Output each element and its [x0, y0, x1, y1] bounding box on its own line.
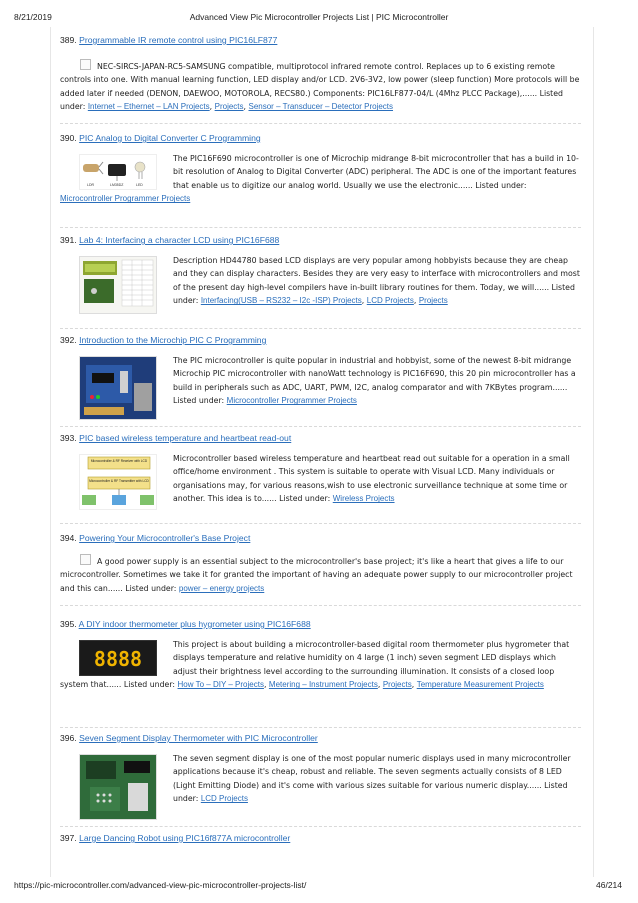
category-link[interactable]: Microcontroller Programmer Projects — [226, 396, 357, 406]
component-thumbnail — [79, 154, 157, 190]
display-digits: 8888 — [93, 647, 143, 671]
category-link[interactable]: Sensor – Transducer – Detector Projects — [248, 102, 394, 112]
item-number: 393. — [60, 433, 77, 443]
list-item — [60, 334, 581, 422]
item-number: 390. — [60, 133, 77, 143]
category-link[interactable]: Wireless Projects — [332, 494, 395, 504]
category-link[interactable]: power – energy projects — [178, 583, 265, 593]
page-number: 46/214 — [596, 880, 622, 890]
list-item: 391. Lab 4: Interfacing a character LCD using PIC16F688 Description HD44780 based LCD displays are very popular among hobbyists because they are cheap and they can display characters. Besides they are very easy to interface with microcontrollers and most of the present day high-level compilers have in-built library routines for them. Today, we will...... Listed under: Interfacing(USB – RS232 – I2c -ISP) Projects, LCD Projects, Projects — [60, 234, 581, 316]
listed-under-label: Listed under: — [125, 583, 177, 593]
wireless-block-diagram — [80, 455, 156, 509]
list-item: 395. A DIY indoor thermometer plus hygrometer using PIC16F688 8888 This project is about building a microcontroller-based digital room thermometer plus hygrometer that displays temperature and relative humidity on 4 large (1 inch) seven segment LED displays which adjust their brightness level according to the surrounding illumination. It consists of a closed loop system that...... Listed under: How To – DIY – Projects, Metering – Instrument Projects, Projects, Temperature Measurement Projects — [60, 619, 570, 690]
list-item — [60, 432, 581, 512]
item-description: Microcontroller based wireless temperature and heartbeat read out suitable for a operation in a small office/home environment . This system is suitable to operate with Visual LCD. Many individuals or organisations may, for various reasons,wish to use electronic surveillance technique at some time or another. This idea is to...... — [173, 454, 570, 504]
category-link[interactable]: Projects — [214, 102, 244, 112]
part-label: LM35DZ — [110, 183, 124, 187]
category-link[interactable]: Microcontroller Programmer Projects — [60, 194, 191, 204]
category-link[interactable]: Interfacing(USB – RS232 – I2c -ISP) Projects — [200, 296, 362, 306]
item-title-link[interactable]: Lab 4: Interfacing a character LCD using PIC16F688 — [79, 235, 280, 245]
print-title: Advanced View Pic Microcontroller Projects List | PIC Microcontroller — [189, 12, 449, 22]
listed-under-label: Listed under: — [475, 180, 527, 190]
item-number: 394. — [60, 533, 77, 543]
broken-image-icon — [80, 554, 91, 565]
category-link[interactable]: Projects — [382, 680, 412, 690]
separator — [60, 523, 581, 524]
seven-segment-image — [80, 641, 156, 675]
list-item: 389. Programmable IR remote control using PIC16LF877 NEC-SIRCS-JAPAN-RC5-SAMSUNG compatible, multiprotocol infrared remote control. Replaces up to 6 existing remote controls into one. With manual learning function, LED display and/or LCD. 2V6-3V2, low power (sleep function) More protocols will be added later if needed (DENON, DAEWOO, MOTOROLA, RECS80.) Components: PIC16LF877-04/L (4Mhz PLCC Package),...... Listed under: Internet – Ethernet – LAN Projects, Projects, Sensor – Transducer – Detector Projects — [60, 35, 580, 112]
item-description: The PIC16F690 microcontroller is one of Microchip midrange 8-bit microcontroller that has a build in 10-bit resolution of Analog to Digital Converter (ADC) peripheral. The ADC is one of the important features that enable us to digitize our analog world. Usually we use the electronic...... — [173, 154, 579, 190]
item-number: 392. — [60, 335, 77, 345]
block-diagram-thumbnail — [79, 454, 157, 510]
dev-board-image — [80, 357, 156, 419]
thermometer-board-thumbnail — [79, 754, 157, 820]
listed-under-label: Listed under: — [279, 494, 331, 504]
item-description: A good power supply is an essential subject to the microcontroller's base project; it's like a heart that gives a life to our microcontroller. Sometimes we take it for granted the important of having an adequate power supply to our microcontroller project and this can...... — [60, 557, 573, 593]
item-title-link[interactable]: Powering Your Microcontroller's Base Project — [79, 533, 251, 543]
listed-under-label: Listed under: — [173, 282, 575, 306]
category-link[interactable]: LCD Projects — [366, 296, 414, 306]
item-title-link[interactable]: Seven Segment Display Thermometer with PIC Microcontroller — [79, 733, 318, 743]
category-link[interactable]: Projects — [418, 296, 448, 306]
separator — [60, 426, 581, 427]
seven-segment-board-image — [80, 755, 156, 819]
board-thumbnail — [79, 356, 157, 420]
category-link[interactable]: LCD Projects — [200, 794, 248, 804]
lcd-board-image — [80, 257, 156, 313]
item-number: 389. — [60, 35, 77, 45]
print-url: https://pic-microcontroller.com/advanced-view-pic-microcontroller-projects-list/ — [14, 880, 307, 890]
item-description: This project is about building a microcontroller-based digital room thermometer plus hygrometer that displays temperature and relative humidity on 4 large (1 inch) seven segment LED displays which adjust their brightness level according to the surrounding illumination. It consists of a closed loop system that...... — [60, 640, 570, 690]
item-title-link[interactable]: Large Dancing Robot using PIC16f877A microcontroller — [79, 833, 291, 843]
category-link[interactable]: Metering – Instrument Projects — [268, 680, 378, 690]
item-title-link[interactable]: PIC Analog to Digital Converter C Programming — [79, 133, 261, 143]
part-label: LDR — [87, 183, 95, 187]
separator — [60, 123, 581, 124]
listed-under-label: Listed under: — [60, 88, 563, 112]
broken-image-icon — [80, 59, 91, 70]
separator — [60, 328, 581, 329]
print-footer — [0, 880, 638, 892]
list-item — [60, 532, 581, 595]
part-label: LED — [136, 183, 143, 187]
listed-under-label: Listed under: — [173, 396, 225, 406]
separator — [60, 826, 581, 827]
category-link[interactable]: Internet – Ethernet – LAN Projects — [87, 102, 210, 112]
category-link[interactable]: Temperature Measurement Projects — [416, 680, 544, 690]
item-number: 395. — [60, 619, 77, 629]
listed-under-label: Listed under: — [123, 680, 176, 690]
listed-under-label: Listed under: — [173, 780, 568, 804]
category-link[interactable]: How To – DIY – Projects — [177, 680, 264, 690]
item-title-link[interactable]: PIC based wireless temperature and heartbeat read-out — [79, 433, 292, 443]
item-description: The seven segment display is one of the most popular numeric displays used in many microcontroller applications because it's cheap, robust and reliable. The seven segments actually consists of 8 LED (Light Emitting Diode) and it's come with various sizes suitable for various numeric display...... — [173, 754, 571, 790]
separator — [60, 605, 581, 606]
print-header — [0, 12, 638, 24]
list-item — [60, 732, 581, 822]
sensor-parts-image — [80, 155, 156, 189]
separator — [60, 727, 581, 728]
item-description: NEC-SIRCS-JAPAN-RC5-SAMSUNG compatible, multiprotocol infrared remote control. Replaces up to 6 existing remote controls into one. With manual learning function, LED display and/or LCD. 2V6-3V2, low power (sleep function) More protocols will be added later if needed (DENON, DAEWOO, MOTOROLA, RECS80.) Components: PIC16LF877-04/L (4Mhz PLCC Package),...... — [60, 62, 580, 98]
item-description: Description HD44780 based LCD displays are very popular among hobbyists because they are cheap and they can display characters. Besides they are very easy to interface with microcontrollers and most of the present day high-level compilers have in-built library routines for them. Today, we will...... — [173, 256, 580, 292]
item-number: 397. — [60, 833, 77, 843]
list-item — [60, 832, 581, 844]
item-number: 391. — [60, 235, 77, 245]
diagram-label: Microcontroller & RF Receiver with LCD — [90, 459, 148, 463]
diagram-label: Microcontroller & RF Transmitter with LCD — [89, 479, 149, 483]
led-display-thumbnail — [79, 640, 157, 676]
list-item — [60, 132, 581, 206]
print-date: 8/21/2019 — [14, 12, 52, 22]
item-number: 396. — [60, 733, 77, 743]
separator — [60, 227, 581, 228]
item-description: The PIC microcontroller is quite popular in industrial and hobbyist, some of the newest 8-bit midrange Microchip PIC microcontroller with nanoWatt technology is PIC16F690, this 20 pin microcontroller has a build in peripherals such as ADC, UART, PWM, I2C, analog comparator and with 7KBytes program...... — [173, 356, 576, 392]
item-title-link[interactable]: Programmable IR remote control using PIC16LF877 — [79, 35, 278, 45]
item-title-link[interactable]: A DIY indoor thermometer plus hygrometer using PIC16F688 — [78, 619, 311, 629]
lcd-thumbnail — [79, 256, 157, 314]
item-title-link[interactable]: Introduction to the Microchip PIC C Programming — [79, 335, 267, 345]
